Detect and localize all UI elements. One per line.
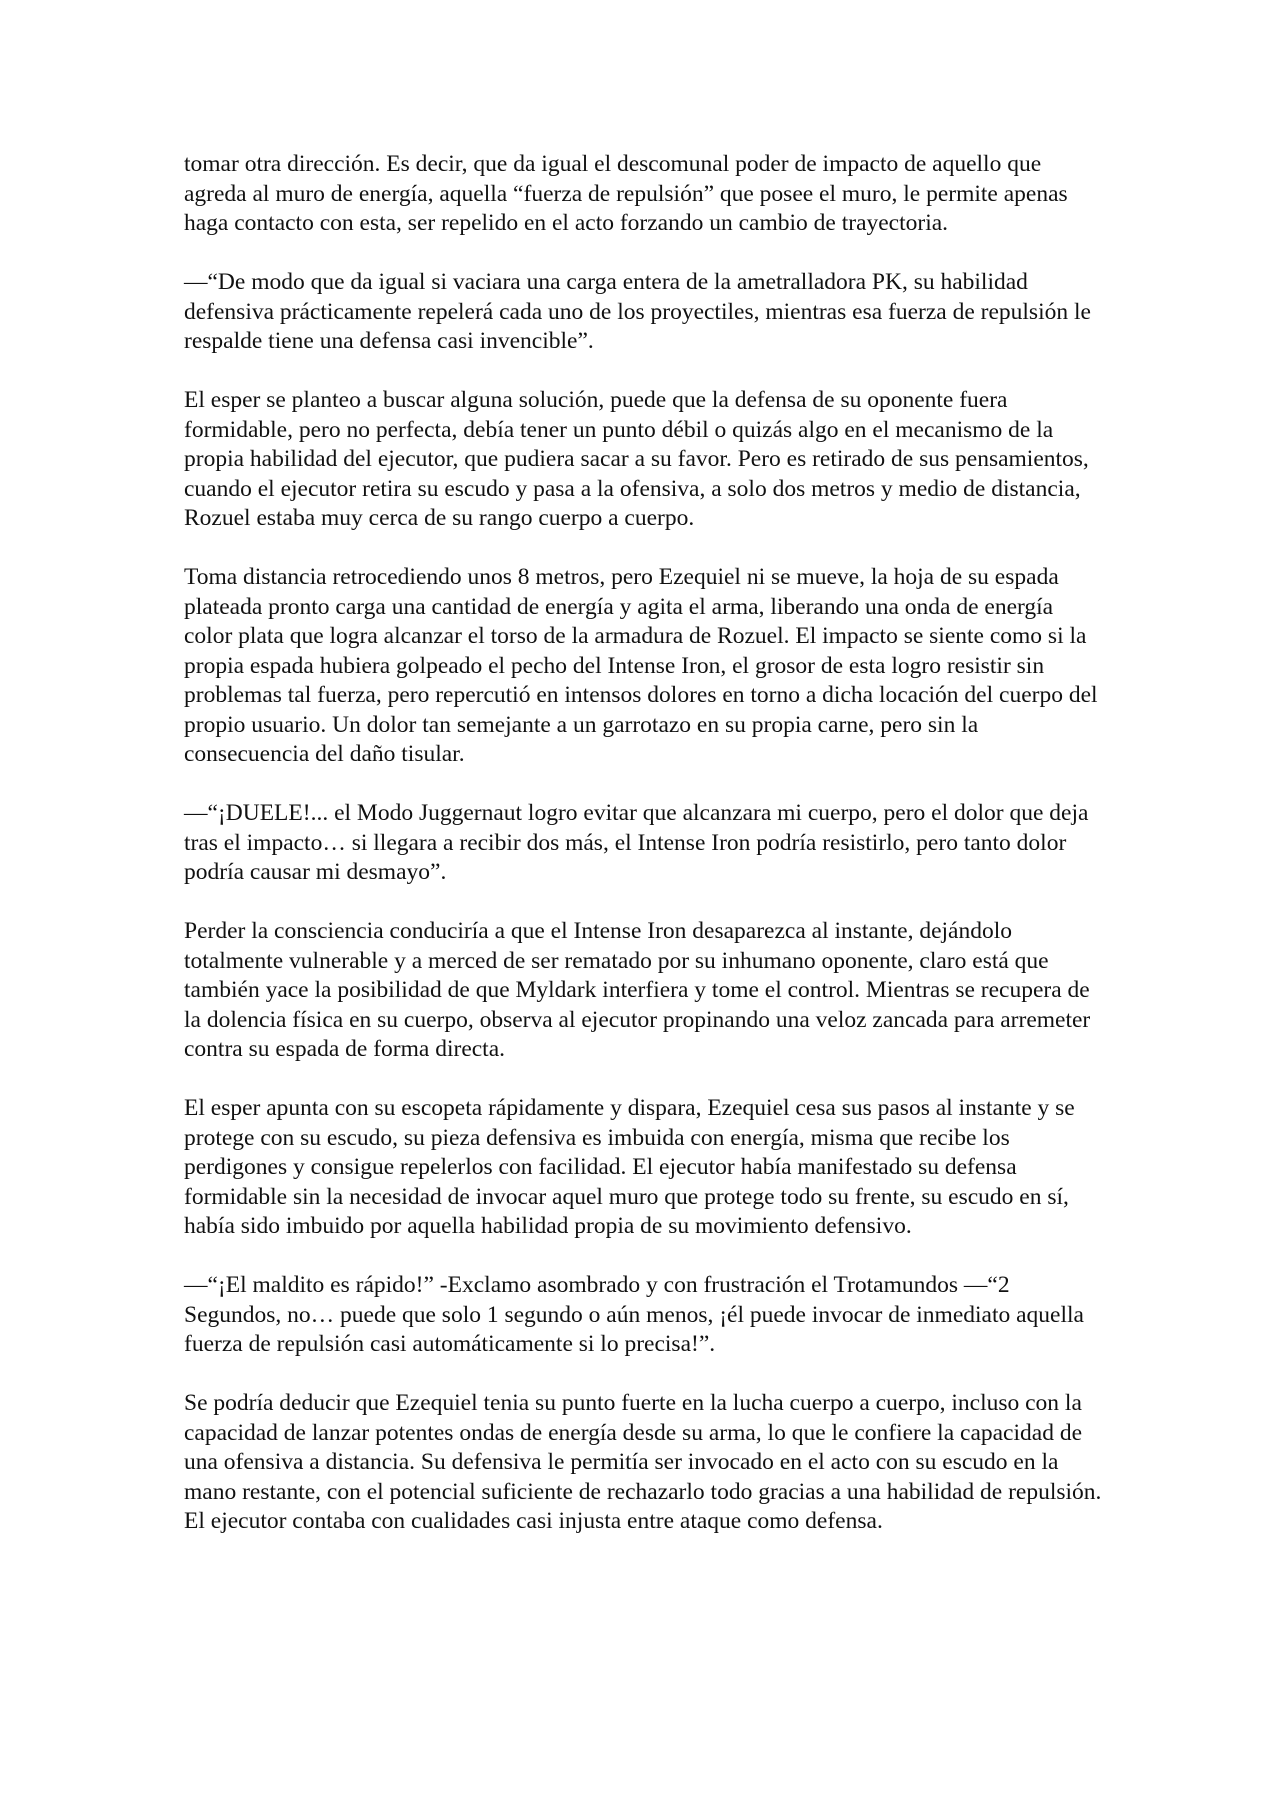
paragraph-4: Toma distancia retrocediendo unos 8 metros, pero Ezequiel ni se mueve, la hoja de su espada plateada pronto carga una cantidad de energía y agita el arma, liberando una onda de energía color plata que logra alcanzar el torso de la armadura de Rozuel. El impacto se siente como si la propia espada hubiera golpeado el pecho del Intense Iron, el grosor de esta logro resistir sin problemas tal fuerza, pero repercutió en intensos dolores en torno a dicha locación del cuerpo del propio usuario. Un dolor tan semejante a un garrotazo en su propia carne, pero sin la consecuencia del daño tisular.: [184, 564, 1098, 767]
paragraph-7: El esper apunta con su escopeta rápidamente y dispara, Ezequiel cesa sus pasos al instante y se protege con su escudo, su pieza defensiva es imbuida con energía, misma que recibe los perdigones y consigue repelerlos con facilidad. El ejecutor había manifestado su defensa formidable sin la necesidad de invocar aquel muro que protege todo su frente, su escudo en sí, había sido imbuido por aquella habilidad propia de su movimiento defensivo.: [184, 1095, 1075, 1239]
paragraph-3: El esper se planteo a buscar alguna solución, puede que la defensa de su oponente fuera formidable, pero no perfecta, debía tener un punto débil o quizás algo en el mecanismo de la propia habilidad del ejecutor, que pudiera sacar a su favor. Pero es retirado de sus pensamientos, cuando el ejecutor retira su escudo y pasa a la ofensiva, a solo dos metros y medio de distancia, Rozuel estaba muy cerca de su rango cuerpo a cuerpo.: [184, 387, 1089, 531]
document-page: [184, 150, 1104, 1566]
paragraph-6: Perder la consciencia conduciría a que el Intense Iron desaparezca al instante, dejándolo totalmente vulnerable y a merced de ser rematado por su inhumano oponente, claro está que también yace la posibilidad de que Myldark interfiera y tome el control. Mientras se recupera de la dolencia física en su cuerpo, observa al ejecutor propinando una veloz zancada para arremeter contra su espada de forma directa.: [184, 918, 1091, 1062]
paragraph-5: —“¡DUELE!... el Modo Juggernaut logro evitar que alcanzara mi cuerpo, pero el dolor que deja tras el impacto… si llegara a recibir dos más, el Intense Iron podría resistirlo, pero tanto dolor podría causar mi desmayo”.: [184, 800, 1089, 885]
paragraph-1: tomar otra dirección. Es decir, que da igual el descomunal poder de impacto de aquello que agreda al muro de energía, aquella “fuerza de repulsión” que posee el muro, le permite apenas haga contacto con esta, ser repelido en el acto forzando un cambio de trayectoria.: [184, 151, 1068, 236]
paragraph-8: —“¡El maldito es rápido!” -Exclamo asombrado y con frustración el Trotamundos —“2 Segundos, no… puede que solo 1 segundo o aún menos, ¡él puede invocar de inmediato aquella fuerza de repulsión casi automáticamente si lo precisa!”.: [184, 1272, 1084, 1357]
paragraph-9: Se podría deducir que Ezequiel tenia su punto fuerte en la lucha cuerpo a cuerpo, incluso con la capacidad de lanzar potentes ondas de energía desde su arma, lo que le confiere la capacidad de una ofensiva a distancia. Su defensiva le permitía ser invocado en el acto con su escudo en la mano restante, con el potencial suficiente de rechazarlo todo gracias a una habilidad de repulsión. El ejecutor contaba con cualidades casi injusta entre ataque como defensa.: [184, 1390, 1102, 1534]
paragraph-2: —“De modo que da igual si vaciara una carga entera de la ametralladora PK, su habilidad defensiva prácticamente repelerá cada uno de los proyectiles, mientras esa fuerza de repulsión le respalde tiene una defensa casi invencible”.: [184, 269, 1091, 354]
